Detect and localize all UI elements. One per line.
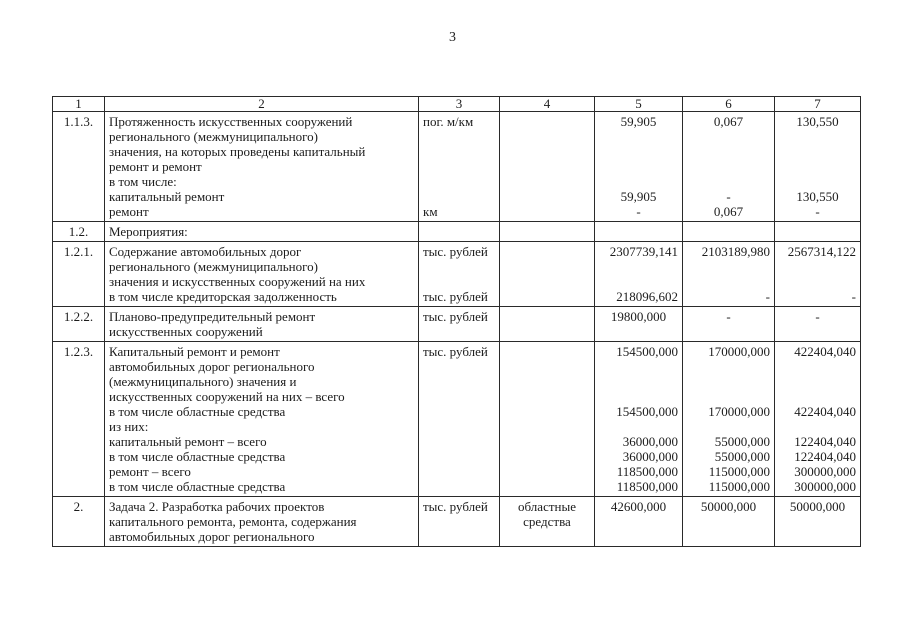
page-number: 3 [449, 30, 456, 45]
header-cell: 6 [683, 97, 775, 112]
row-unit: тыс. рублей тыс. рублей [419, 242, 500, 307]
table-row [53, 497, 861, 547]
row-number: 1.1.3. [53, 112, 105, 222]
row-value-col5: 59,905 59,905 - [595, 112, 683, 222]
row-value-col5: 42600,000 [595, 497, 683, 547]
row-value-col7: 130,550 130,550 - [775, 112, 861, 222]
table-row [53, 112, 861, 222]
row-value-col6: 50000,000 [683, 497, 775, 547]
row-unit: тыс. рублей [419, 497, 500, 547]
row-value-col7: 50000,000 [775, 497, 861, 547]
table-header-row [53, 97, 861, 112]
row-funding-source [500, 222, 595, 242]
row-funding-source [500, 112, 595, 222]
row-description: Капитальный ремонт и ремонт автомобильных дорог регионального (межмуниципального) значения и искусственных сооружений на них – всего в том числе областные средства из них: капитальный ремонт – всего в том числе областные средства ремонт – всего в том числе областные средства [105, 342, 419, 497]
table-row [53, 242, 861, 307]
header-cell: 7 [775, 97, 861, 112]
row-unit: пог. м/км км [419, 112, 500, 222]
row-description: Протяженность искусственных сооружений регионального (межмуниципального) значения, на которых проведены капитальный ремонт и ремонт в том числе: капитальный ремонт ремонт [105, 112, 419, 222]
row-value-col6 [683, 222, 775, 242]
row-funding-source [500, 242, 595, 307]
header-cell: 5 [595, 97, 683, 112]
row-funding-source [500, 342, 595, 497]
row-description: Планово-предупредительный ремонт искусственных сооружений [105, 307, 419, 342]
row-value-col7: - [775, 307, 861, 342]
row-description: Содержание автомобильных дорог регионального (межмуниципального) значения и искусственных сооружений на них в том числе кредиторская задолженность [105, 242, 419, 307]
header-cell: 3 [419, 97, 500, 112]
table-row [53, 342, 861, 497]
row-number: 1.2. [53, 222, 105, 242]
row-value-col6: 2103189,980 - [683, 242, 775, 307]
header-cell: 4 [500, 97, 595, 112]
row-value-col5: 2307739,141 218096,602 [595, 242, 683, 307]
table-row [53, 222, 861, 242]
row-unit: тыс. рублей [419, 342, 500, 497]
row-description: Задача 2. Разработка рабочих проектов капитального ремонта, ремонта, содержания автомобильных дорог регионального [105, 497, 419, 547]
row-funding-source: областные средства [500, 497, 595, 547]
row-value-col6: - [683, 307, 775, 342]
row-value-col7: 2567314,122 - [775, 242, 861, 307]
row-unit: тыс. рублей [419, 307, 500, 342]
row-value-col5: 19800,000 [595, 307, 683, 342]
row-value-col7: 422404,040 422404,040 122404,040 122404,040 300000,000 300000,000 [775, 342, 861, 497]
table-row [53, 307, 861, 342]
header-cell: 1 [53, 97, 105, 112]
row-number: 1.2.1. [53, 242, 105, 307]
row-unit [419, 222, 500, 242]
row-value-col6: 0,067 - 0,067 [683, 112, 775, 222]
program-table [52, 96, 861, 547]
row-value-col6: 170000,000 170000,000 55000,000 55000,000 115000,000 115000,000 [683, 342, 775, 497]
row-value-col5 [595, 222, 683, 242]
header-cell: 2 [105, 97, 419, 112]
row-value-col5: 154500,000 154500,000 36000,000 36000,000 118500,000 118500,000 [595, 342, 683, 497]
row-funding-source [500, 307, 595, 342]
row-value-col7 [775, 222, 861, 242]
row-description: Мероприятия: [105, 222, 419, 242]
row-number: 2. [53, 497, 105, 547]
row-number: 1.2.3. [53, 342, 105, 497]
row-number: 1.2.2. [53, 307, 105, 342]
